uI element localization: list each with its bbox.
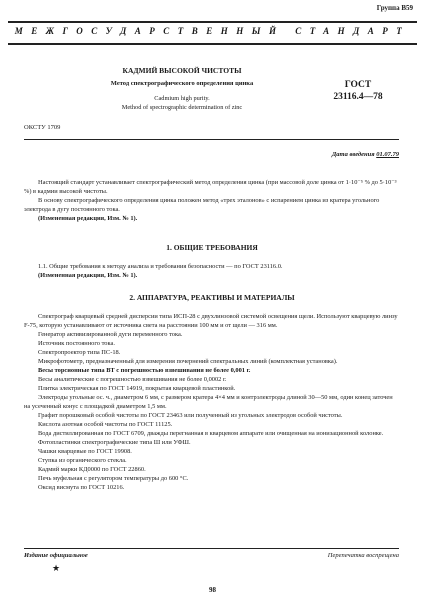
equipment-item: Плитка электрическая по ГОСТ 14919, покрытая кварцевой пластинкой. (38, 385, 236, 392)
equipment-item: Печь муфельная с регулятором температуры до 600 °С. (38, 475, 189, 482)
intro-paragraph: Настоящий стандарт устанавливает спектрографический метод определения цинка (при массовой доле цинка от 1·10⁻⁵ % до 5·10⁻³ %) в кадмии высокой чистоты. (24, 179, 397, 195)
equipment-item: Чашки кварцевые по ГОСТ 19908. (38, 448, 132, 455)
equipment-item: Спектропроектор типа ПС-18. (38, 349, 121, 356)
equipment-item: Кадмий марки КД0000 по ГОСТ 22860. (38, 466, 146, 473)
equipment-item: Фотопластинки спектрографические типа Ш или УФШ. (38, 439, 191, 446)
equipment-item: Ступка из органического стекла. (38, 457, 127, 464)
intro-block (24, 178, 400, 223)
equipment-item: Весы торсионные типа ВТ с погрешностью взвешивания не более 0,001 г. (38, 367, 251, 374)
english-subtitle: Method of spectrographic determination of zinc (121, 104, 243, 111)
reprint-notice: Перепечатка воспрещена (327, 552, 399, 559)
official-edition-label: Издание официальное (24, 552, 88, 559)
equipment-item: Электроды угольные ос. ч., диаметром 6 мм, с размером кратера 4×4 мм и контрэлектроды длиной 30—50 мм, один конец заточен на усеченный конус с площадкой диаметром 1,5 мм. (24, 394, 393, 410)
document-title: КАДМИЙ ВЫСОКОЙ ЧИСТОТЫ (122, 66, 242, 75)
date-label: Дата введения (331, 151, 375, 158)
equipment-item: Источник постоянного тока. (38, 340, 115, 347)
introduction-date (332, 151, 399, 158)
equipment-item: Оксид висмута по ГОСТ 10216. (38, 484, 125, 491)
equipment-item: Весы аналитические с погрешностью взвешивания не более 0,0002 г. (38, 376, 227, 383)
date-value: 01.07.79 (376, 151, 399, 158)
header-divider (24, 139, 399, 140)
section-1-heading: 1. ОБЩИЕ ТРЕБОВАНИЯ (166, 243, 258, 252)
gost-number: 23116.4—78 (333, 92, 383, 102)
change-note: (Измененная редакция, Изм. № 1). (38, 272, 138, 279)
page-number: 98 (209, 586, 216, 594)
english-title: Cadmium high purity. (154, 95, 210, 102)
equipment-item: Графит порошковый особой чистоты по ГОСТ 23463 или полученный из угольных электродов особой чистоты. (38, 412, 343, 419)
gost-label: ГОСТ (344, 80, 372, 90)
section-2-heading: 2. АППАРАТУРА, РЕАКТИВЫ И МАТЕРИАЛЫ (129, 293, 295, 302)
equipment-item: Кислота азотная особой чистоты по ГОСТ 11125. (38, 421, 173, 428)
standard-banner: МЕЖГОСУДАРСТВЕННЫЙ СТАНДАРТ (14, 26, 411, 36)
okstu-code: ОКСТУ 1709 (24, 124, 61, 131)
star-icon: ★ (52, 563, 61, 573)
equipment-item: Микрофотометр, предназначенный для измерения почернений спектральных линий (комплектная установка). (38, 358, 338, 365)
group-code: Группа В59 (376, 4, 413, 12)
equipment-item: Вода дистиллированная по ГОСТ 6709, дважды перегнанная в кварцевом аппарате или очищенная на ионизационной колонке. (38, 430, 384, 437)
footer-divider (24, 548, 399, 549)
document-subtitle: Метод спектрографического определения цинка (110, 80, 254, 87)
section-2-body (24, 312, 400, 492)
change-note: (Измененная редакция, Изм. № 1). (38, 215, 138, 222)
section-1-paragraph: 1.1. Общие требования к методу анализа и требования безопасности — по ГОСТ 23116.0. (38, 263, 283, 270)
intro-paragraph: В основу спектрографического определения цинка положен метод «трех эталонов» с испарением цинка из кратера угольного электрода в дугу постоянного тока. (24, 197, 380, 213)
equipment-item: Генератор активизированной дуги переменного тока. (38, 331, 183, 338)
equipment-item: Спектрограф кварцевый средней дисперсии типа ИСП-28 с двухлинзовой системой освещения щели. Используют кварцевую линзу F-75, которую устанавливают от источника света на расстоянии 100 мм и от щели — 316 мм. (24, 313, 398, 329)
section-1-body (24, 262, 400, 280)
